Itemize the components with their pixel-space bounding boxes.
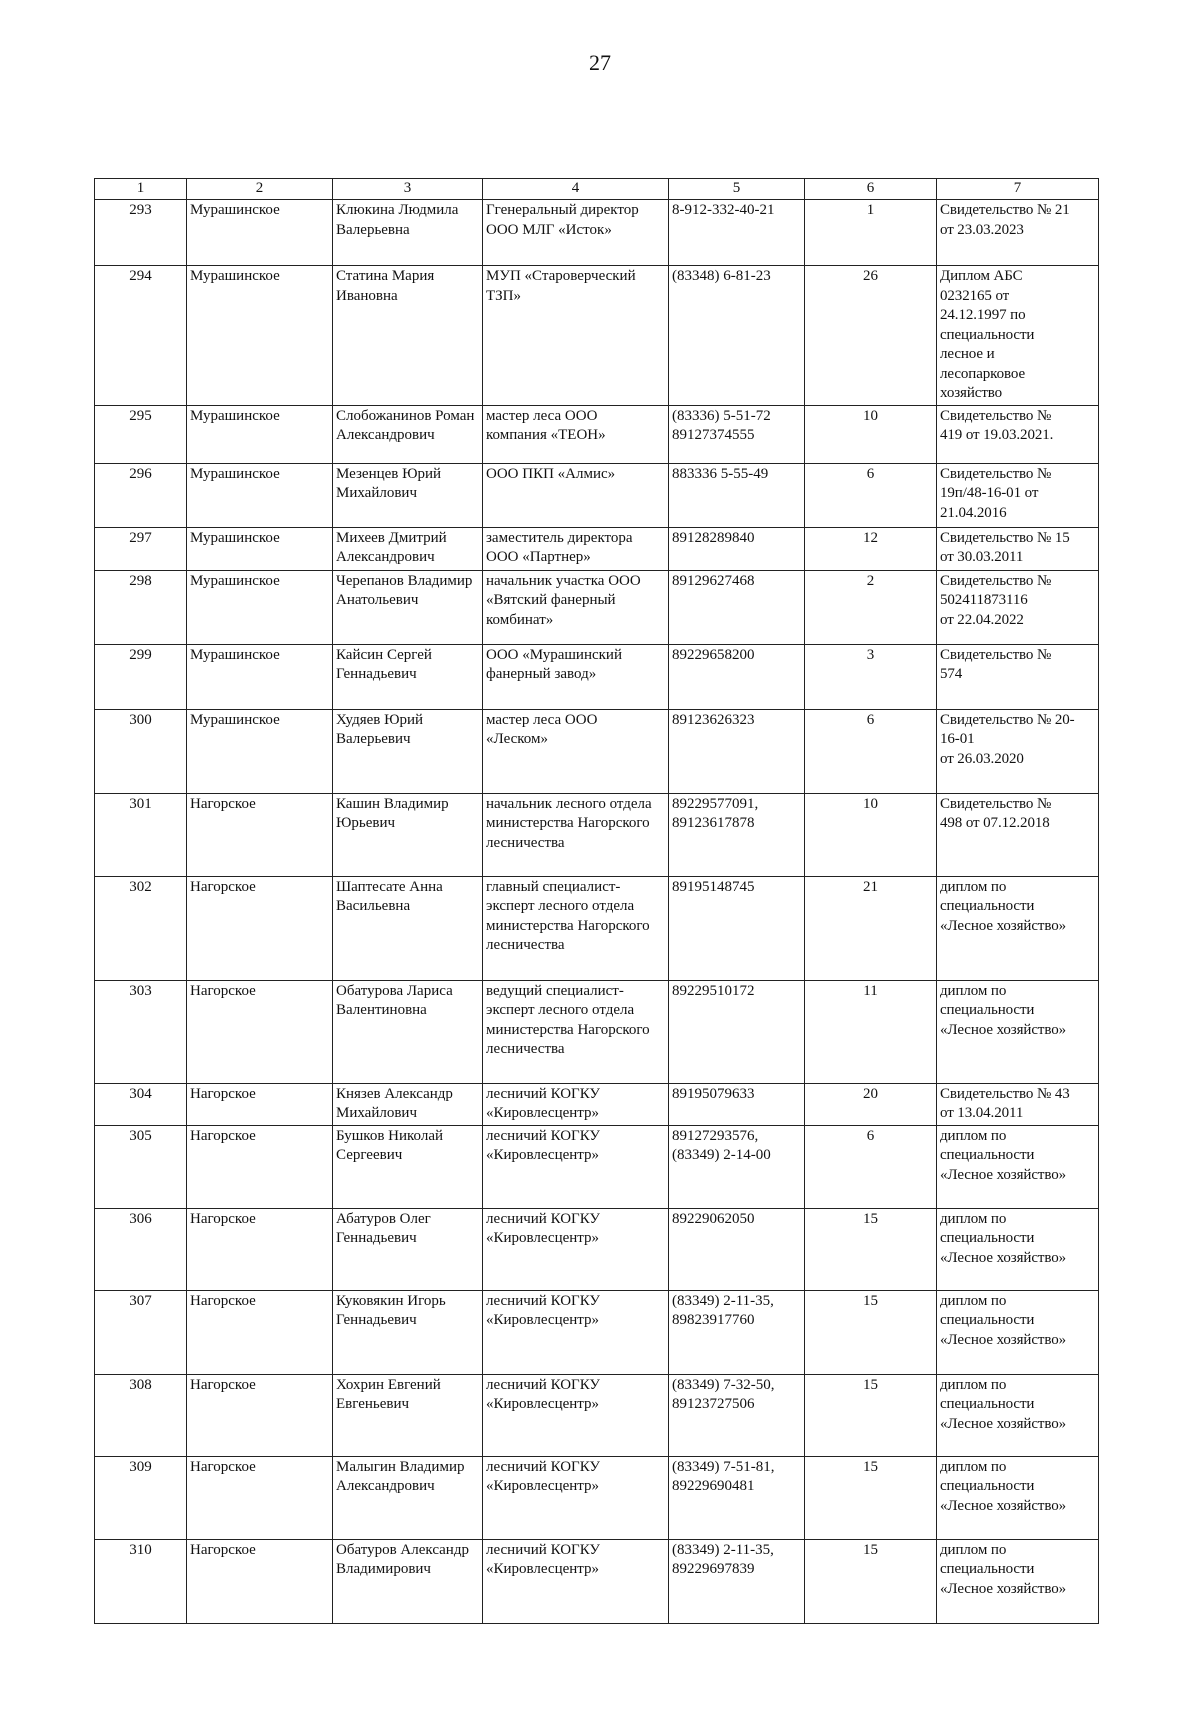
document-cell: диплом по специальности «Лесное хозяйство» [937,1290,1099,1374]
district-cell: Нагорское [187,1125,333,1208]
experience-cell: 12 [805,527,937,570]
phone-cell: (83349) 7-32-50, 89123727506 [669,1374,805,1456]
document-cell: диплом по специальности «Лесное хозяйство» [937,876,1099,980]
position-cell: начальник участка ООО «Вятский фанерный комбинат» [483,570,669,644]
row-number: 293 [95,200,187,266]
document-cell: Свидетельство № 419 от 19.03.2021. [937,405,1099,463]
person-name-cell: Статина Мария Ивановна [333,266,483,406]
document-cell: Свидетельство № 574 [937,644,1099,709]
document-cell: Свидетельство № 20- 16-01 от 26.03.2020 [937,709,1099,793]
district-cell: Мурашинское [187,644,333,709]
position-cell: ведущий специалист- эксперт лесного отдела министерства Нагорского лесничества [483,980,669,1083]
person-name-cell: Клюкина Людмила Валерьевна [333,200,483,266]
table-row [95,980,1099,1083]
document-cell: Свидетельство № 21 от 23.03.2023 [937,200,1099,266]
experience-cell: 20 [805,1083,937,1125]
document-cell: Свидетельство № 15 от 30.03.2011 [937,527,1099,570]
phone-cell: 883336 5-55-49 [669,463,805,527]
position-cell: главный специалист- эксперт лесного отдела министерства Нагорского лесничества [483,876,669,980]
person-name-cell: Обатуров Александр Владимирович [333,1539,483,1623]
district-cell: Нагорское [187,1290,333,1374]
column-header: 4 [483,179,669,200]
row-number: 307 [95,1290,187,1374]
position-cell: Ггенеральный директор ООО МЛГ «Исток» [483,200,669,266]
phone-cell: 89195079633 [669,1083,805,1125]
column-header: 3 [333,179,483,200]
person-name-cell: Михеев Дмитрий Александрович [333,527,483,570]
column-header: 1 [95,179,187,200]
experience-cell: 6 [805,463,937,527]
phone-cell: 89123626323 [669,709,805,793]
person-name-cell: Черепанов Владимир Анатольевич [333,570,483,644]
row-number: 298 [95,570,187,644]
position-cell: лесничий КОГКУ «Кировлесцентр» [483,1539,669,1623]
registry-table [94,178,1099,1624]
district-cell: Мурашинское [187,709,333,793]
experience-cell: 10 [805,793,937,876]
table-row [95,463,1099,527]
district-cell: Мурашинское [187,200,333,266]
row-number: 304 [95,1083,187,1125]
experience-cell: 10 [805,405,937,463]
person-name-cell: Слобожанинов Роман Александрович [333,405,483,463]
experience-cell: 26 [805,266,937,406]
document-cell: диплом по специальности «Лесное хозяйство» [937,1539,1099,1623]
row-number: 305 [95,1125,187,1208]
position-cell: лесничий КОГКУ «Кировлесцентр» [483,1456,669,1539]
column-header: 2 [187,179,333,200]
phone-cell: 89128289840 [669,527,805,570]
phone-cell: 89195148745 [669,876,805,980]
row-number: 294 [95,266,187,406]
row-number: 301 [95,793,187,876]
district-cell: Мурашинское [187,570,333,644]
table-row [95,793,1099,876]
position-cell: лесничий КОГКУ «Кировлесцентр» [483,1083,669,1125]
row-number: 296 [95,463,187,527]
position-cell: начальник лесного отдела министерства Нагорского лесничества [483,793,669,876]
person-name-cell: Кайсин Сергей Геннадьевич [333,644,483,709]
table-row [95,1208,1099,1290]
table-row [95,405,1099,463]
person-name-cell: Бушков Николай Сергеевич [333,1125,483,1208]
row-number: 309 [95,1456,187,1539]
position-cell: мастер леса ООО «Леском» [483,709,669,793]
position-cell: ООО «Мурашинский фанерный завод» [483,644,669,709]
phone-cell: 8-912-332-40-21 [669,200,805,266]
table-row [95,1539,1099,1623]
experience-cell: 15 [805,1208,937,1290]
district-cell: Нагорское [187,793,333,876]
document-cell: Свидетельство № 19п/48-16-01 от 21.04.2016 [937,463,1099,527]
experience-cell: 15 [805,1456,937,1539]
phone-cell: 89129627468 [669,570,805,644]
row-number: 303 [95,980,187,1083]
district-cell: Мурашинское [187,527,333,570]
phone-cell: 89229510172 [669,980,805,1083]
column-header: 6 [805,179,937,200]
person-name-cell: Хохрин Евгений Евгеньевич [333,1374,483,1456]
district-cell: Нагорское [187,876,333,980]
phone-cell: (83349) 2-11-35, 89229697839 [669,1539,805,1623]
table-row [95,709,1099,793]
phone-cell: (83348) 6-81-23 [669,266,805,406]
row-number: 302 [95,876,187,980]
experience-cell: 3 [805,644,937,709]
phone-cell: (83349) 7-51-81, 89229690481 [669,1456,805,1539]
person-name-cell: Мезенцев Юрий Михайлович [333,463,483,527]
table-row [95,266,1099,406]
district-cell: Нагорское [187,1083,333,1125]
document-cell: диплом по специальности «Лесное хозяйство» [937,1125,1099,1208]
experience-cell: 6 [805,1125,937,1208]
person-name-cell: Шаптесате Анна Васильевна [333,876,483,980]
experience-cell: 15 [805,1539,937,1623]
position-cell: лесничий КОГКУ «Кировлесцентр» [483,1208,669,1290]
person-name-cell: Обатурова Лариса Валентиновна [333,980,483,1083]
district-cell: Нагорское [187,1208,333,1290]
document-cell: Свидетельство № 502411873116 от 22.04.2022 [937,570,1099,644]
row-number: 299 [95,644,187,709]
page-number: 27 [589,50,611,75]
district-cell: Нагорское [187,1539,333,1623]
table-row [95,527,1099,570]
row-number: 297 [95,527,187,570]
district-cell: Мурашинское [187,463,333,527]
document-cell: диплом по специальности «Лесное хозяйство» [937,1374,1099,1456]
experience-cell: 15 [805,1290,937,1374]
row-number: 308 [95,1374,187,1456]
person-name-cell: Абатуров Олег Геннадьевич [333,1208,483,1290]
experience-cell: 11 [805,980,937,1083]
document-cell: диплом по специальности «Лесное хозяйство» [937,980,1099,1083]
position-cell: лесничий КОГКУ «Кировлесцентр» [483,1125,669,1208]
document-cell: Свидетельство № 43 от 13.04.2011 [937,1083,1099,1125]
table-row [95,644,1099,709]
position-cell: мастер леса ООО компания «ТЕОН» [483,405,669,463]
phone-cell: 89229577091, 89123617878 [669,793,805,876]
experience-cell: 1 [805,200,937,266]
row-number: 295 [95,405,187,463]
person-name-cell: Кашин Владимир Юрьевич [333,793,483,876]
row-number: 300 [95,709,187,793]
document-cell: диплом по специальности «Лесное хозяйство» [937,1456,1099,1539]
table-row [95,1083,1099,1125]
column-header: 7 [937,179,1099,200]
district-cell: Нагорское [187,1374,333,1456]
person-name-cell: Куковякин Игорь Геннадьевич [333,1290,483,1374]
district-cell: Мурашинское [187,405,333,463]
experience-cell: 2 [805,570,937,644]
table-row [95,200,1099,266]
person-name-cell: Худяев Юрий Валерьевич [333,709,483,793]
person-name-cell: Князев Александр Михайлович [333,1083,483,1125]
person-name-cell: Малыгин Владимир Александрович [333,1456,483,1539]
district-cell: Нагорское [187,980,333,1083]
row-number: 310 [95,1539,187,1623]
table-header-row [95,179,1099,200]
position-cell: заместитель директора ООО «Партнер» [483,527,669,570]
position-cell: ООО ПКП «Алмис» [483,463,669,527]
document-cell: Диплом АБС 0232165 от 24.12.1997 по специальности лесное и лесопарковое хозяйство [937,266,1099,406]
column-header: 5 [669,179,805,200]
experience-cell: 21 [805,876,937,980]
experience-cell: 15 [805,1374,937,1456]
row-number: 306 [95,1208,187,1290]
table-row [95,876,1099,980]
document-cell: диплом по специальности «Лесное хозяйство» [937,1208,1099,1290]
position-cell: лесничий КОГКУ «Кировлесцентр» [483,1374,669,1456]
district-cell: Мурашинское [187,266,333,406]
table-row [95,570,1099,644]
document-cell: Свидетельство № 498 от 07.12.2018 [937,793,1099,876]
phone-cell: (83336) 5-51-72 89127374555 [669,405,805,463]
table-row [95,1456,1099,1539]
phone-cell: (83349) 2-11-35, 89823917760 [669,1290,805,1374]
experience-cell: 6 [805,709,937,793]
table-row [95,1125,1099,1208]
district-cell: Нагорское [187,1456,333,1539]
table-row [95,1374,1099,1456]
table-row [95,1290,1099,1374]
phone-cell: 89229062050 [669,1208,805,1290]
position-cell: лесничий КОГКУ «Кировлесцентр» [483,1290,669,1374]
phone-cell: 89127293576, (83349) 2-14-00 [669,1125,805,1208]
phone-cell: 89229658200 [669,644,805,709]
position-cell: МУП «Староверческий ТЗП» [483,266,669,406]
